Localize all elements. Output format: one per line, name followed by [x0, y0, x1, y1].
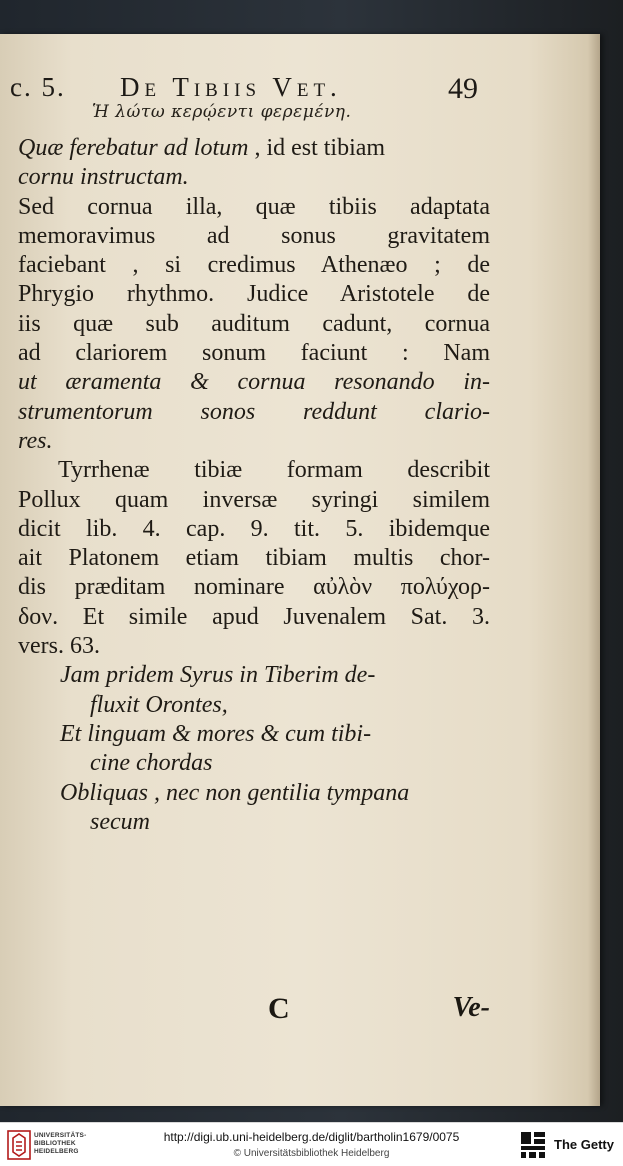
text-run: , id est tibiam [248, 135, 386, 161]
book-page [0, 34, 600, 1106]
text-line: dis præditam nominare αὐλὸν πολύχορ- [18, 574, 490, 601]
running-title: De Tibiis Vet. [120, 72, 342, 102]
getty-logo[interactable] [520, 1131, 615, 1159]
text-line: iis quæ sub auditum cadunt, cornua [18, 310, 490, 337]
text-line: vers. 63. [18, 633, 100, 660]
text-line: δον. Et simile apud Juvenalem Sat. 3. [18, 603, 490, 630]
copyright-notice: © Universitätsbibliothek Heidelberg [233, 1148, 390, 1159]
text-line: res. [18, 427, 53, 454]
text-line: ait Platonem etiam tibiam multis chor- [18, 545, 490, 572]
permalink-url[interactable]: http://digi.ub.uni-heidelberg.de/diglit/bartholin1679/0075 [163, 1130, 460, 1144]
verse-line: Obliquas , nec non gentilia tympana [60, 779, 410, 806]
verse-line: secum [90, 808, 150, 835]
page-foot [18, 992, 490, 1032]
text-line: Tyrrhenæ tibiæ formam describit [58, 457, 490, 484]
page-number: 49 [448, 72, 478, 105]
italic-phrase: Quæ ferebatur ad lotum [18, 135, 249, 161]
signature-mark: C [268, 992, 290, 1025]
verse-line: Jam pridem Syrus in Tiberim de- [60, 662, 376, 689]
getty-emblem-icon [520, 1131, 546, 1159]
text-line: Phrygio rhythmo. Judice Aristotele de [18, 281, 490, 308]
text-line: ut æramenta & cornua resonando in- [18, 369, 490, 396]
chapter-reference: c. 5. [10, 72, 66, 102]
text-line: dicit lib. 4. cap. 9. tit. 5. ibidemque [18, 515, 490, 542]
body-text [18, 134, 490, 837]
viewer-footer [0, 1122, 623, 1166]
text-line: Pollux quam inversæ syringi similem [18, 486, 490, 513]
text-line: ad clariorem sonum faciunt : Nam [18, 340, 490, 367]
catchword: Ve- [452, 992, 490, 1023]
text-line: faciebant , si credimus Athenæo ; de [18, 252, 490, 279]
verse-line: fluxit Orontes, [90, 691, 228, 718]
partner-name: The Getty [554, 1137, 614, 1152]
running-header [10, 72, 510, 106]
text-line: Sed cornua illa, quæ tibiis adaptata [18, 193, 490, 220]
greek-quotation: Ἡ λώτω κερῴεντι φερεμένη. [92, 102, 352, 122]
library-name: UNIVERSITÄTS- BIBLIOTHEK HEIDELBERG [34, 1132, 87, 1155]
text-line: memoravimus ad sonus gravitatem [18, 222, 490, 249]
verse-line: cine chordas [90, 750, 213, 777]
text-line: cornu instructam. [18, 164, 189, 191]
text-line: strumentorum sonos reddunt clario- [18, 398, 490, 425]
verse-line: Et linguam & mores & cum tibi- [60, 720, 372, 747]
text-line [18, 134, 490, 163]
